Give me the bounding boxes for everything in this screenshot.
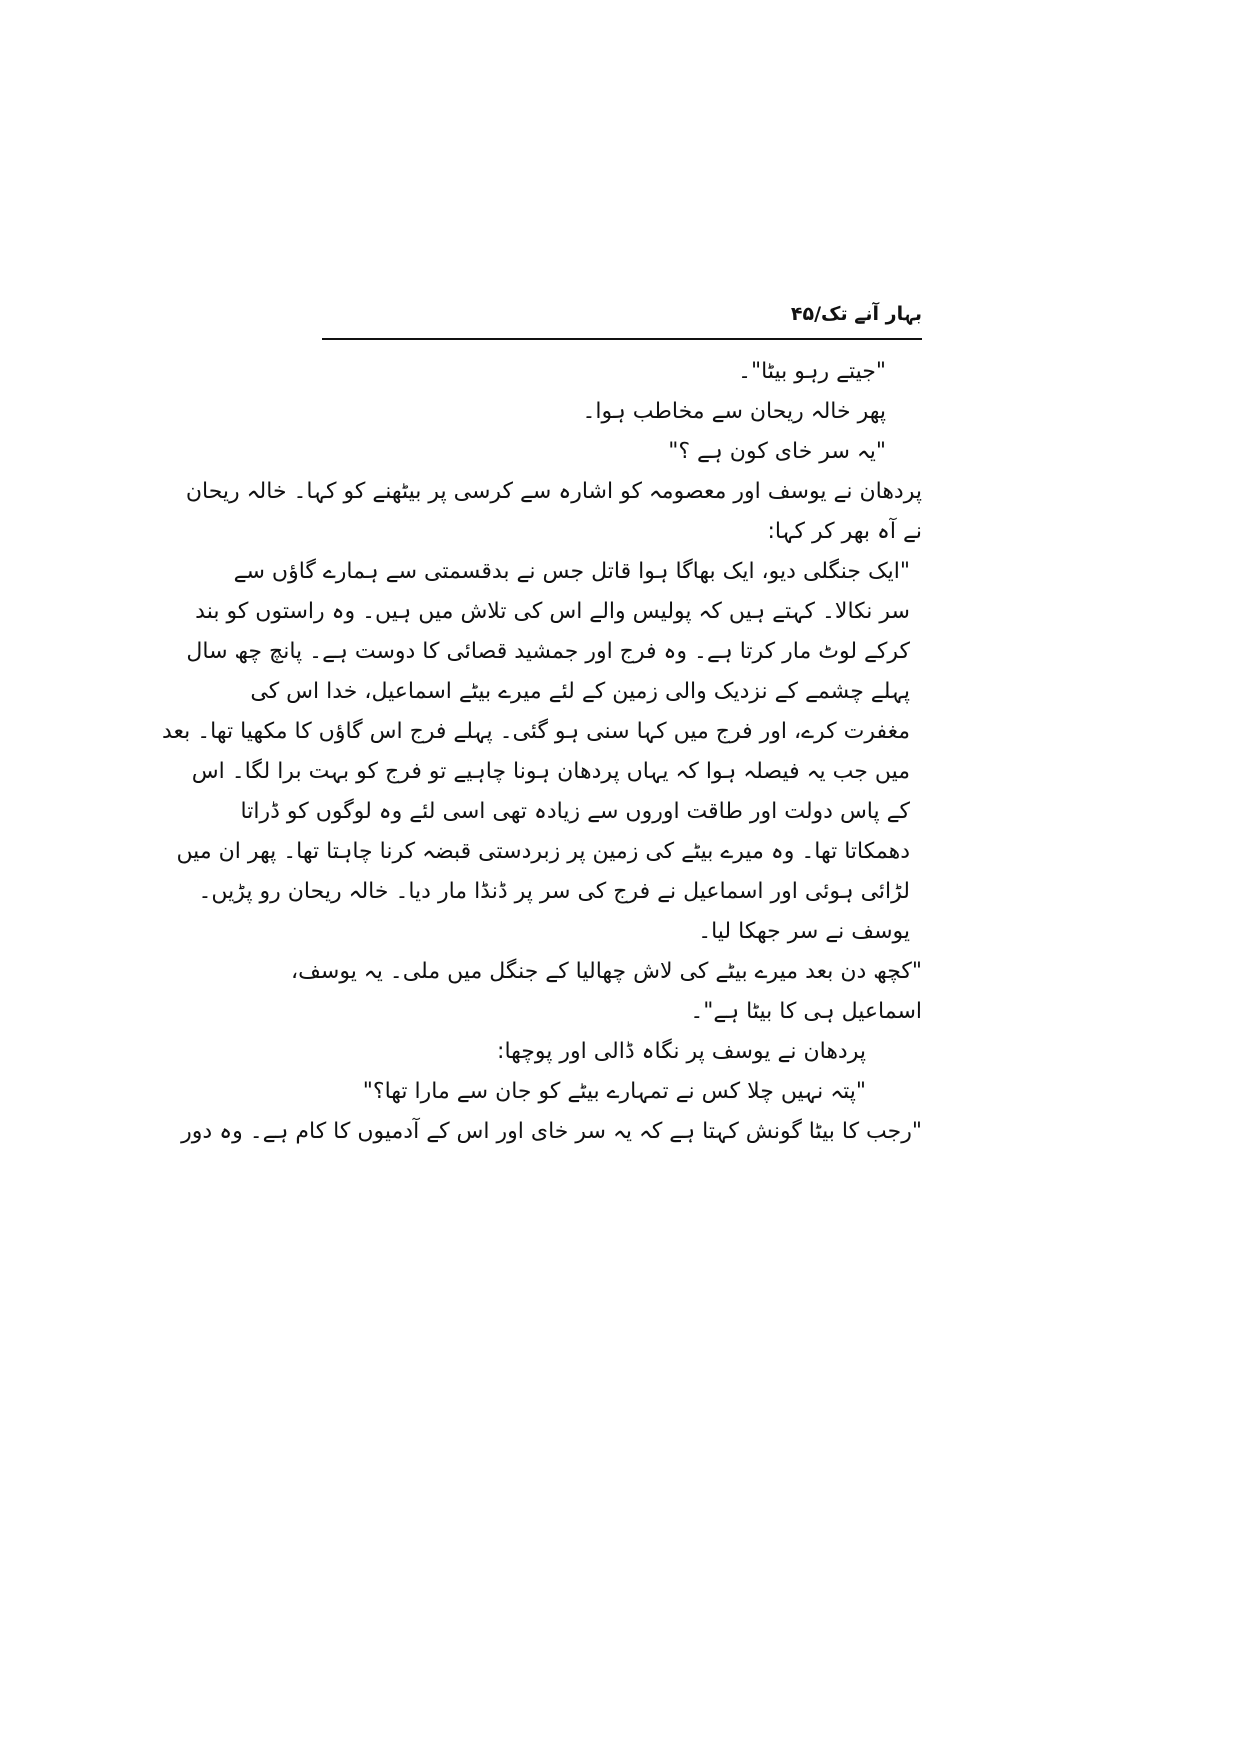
text-line: اسماعیل ہی کا بیٹا ہے"۔: [690, 999, 922, 1024]
text-line: لڑائی ہوئی اور اسماعیل نے فرج کی سر پر ڈنڈا مار دیا۔ خالہ ریحان رو پڑیں۔: [198, 879, 910, 904]
text-line: میں جب یہ فیصلہ ہوا کہ یہاں پردھان ہونا چاہیے تو فرج کو بہت برا لگا۔ اس: [191, 759, 910, 784]
text-line: "یہ سر خای کون ہے ؟": [668, 439, 886, 464]
text-line: پہلے چشمے کے نزدیک والی زمین کے لئے میرے بیٹے اسماعیل، خدا اس کی: [250, 679, 910, 704]
header-title: بہار آنے تک/۴۵: [790, 303, 922, 325]
text-line: "رجب کا بیٹا گونش کہتا ہے کہ یہ سر خای اور اس کے آدمیوں کا کام ہے۔ وہ دور: [181, 1119, 922, 1144]
text-line: "ایک جنگلی دیو، ایک بھاگا ہوا قاتل جس نے بدقسمتی سے ہمارے گاؤں سے: [233, 559, 910, 584]
text-line: یوسف نے سر جھکا لیا۔: [698, 919, 910, 944]
text-line: "جیتے رہو بیٹا"۔: [738, 359, 886, 384]
text-line: مغفرت کرے، اور فرج میں کہا سنی ہو گئی۔ پہلے فرج اس گاؤں کا مکھیا تھا۔ بعد: [161, 719, 910, 744]
text-line: پھر خالہ ریحان سے مخاطب ہوا۔: [582, 399, 886, 424]
text-line: سر نکالا۔ کہتے ہیں کہ پولیس والے اس کی تلاش میں ہیں۔ وہ راستوں کو بند: [195, 599, 910, 624]
text-line: پردھان نے یوسف پر نگاہ ڈالی اور پوچھا:: [497, 1039, 866, 1064]
text-line: دھمکاتا تھا۔ وہ میرے بیٹے کی زمین پر زبردستی قبضہ کرنا چاہتا تھا۔ پھر ان میں: [176, 839, 910, 864]
text-line: "پتہ نہیں چلا کس نے تمہارے بیٹے کو جان سے مارا تھا؟": [362, 1079, 866, 1104]
text-line: کے پاس دولت اور طاقت اوروں سے زیادہ تھی اسی لئے وہ لوگوں کو ڈراتا: [240, 799, 910, 824]
text-line: نے آہ بھر کر کہا:: [767, 519, 922, 544]
running-header: [322, 296, 922, 336]
text-line: "کچھ دن بعد میرے بیٹے کی لاش چھالیا کے جنگل میں ملی۔ یہ یوسف،: [291, 959, 922, 984]
header-rule: [322, 338, 922, 340]
body-text: [161, 352, 922, 1152]
text-line: پردھان نے یوسف اور معصومہ کو اشارہ سے کرسی پر بیٹھنے کو کہا۔ خالہ ریحان: [185, 479, 922, 504]
text-line: کرکے لوٹ مار کرتا ہے۔ وہ فرج اور جمشید قصائی کا دوست ہے۔ پانچ چھ سال: [186, 639, 910, 664]
